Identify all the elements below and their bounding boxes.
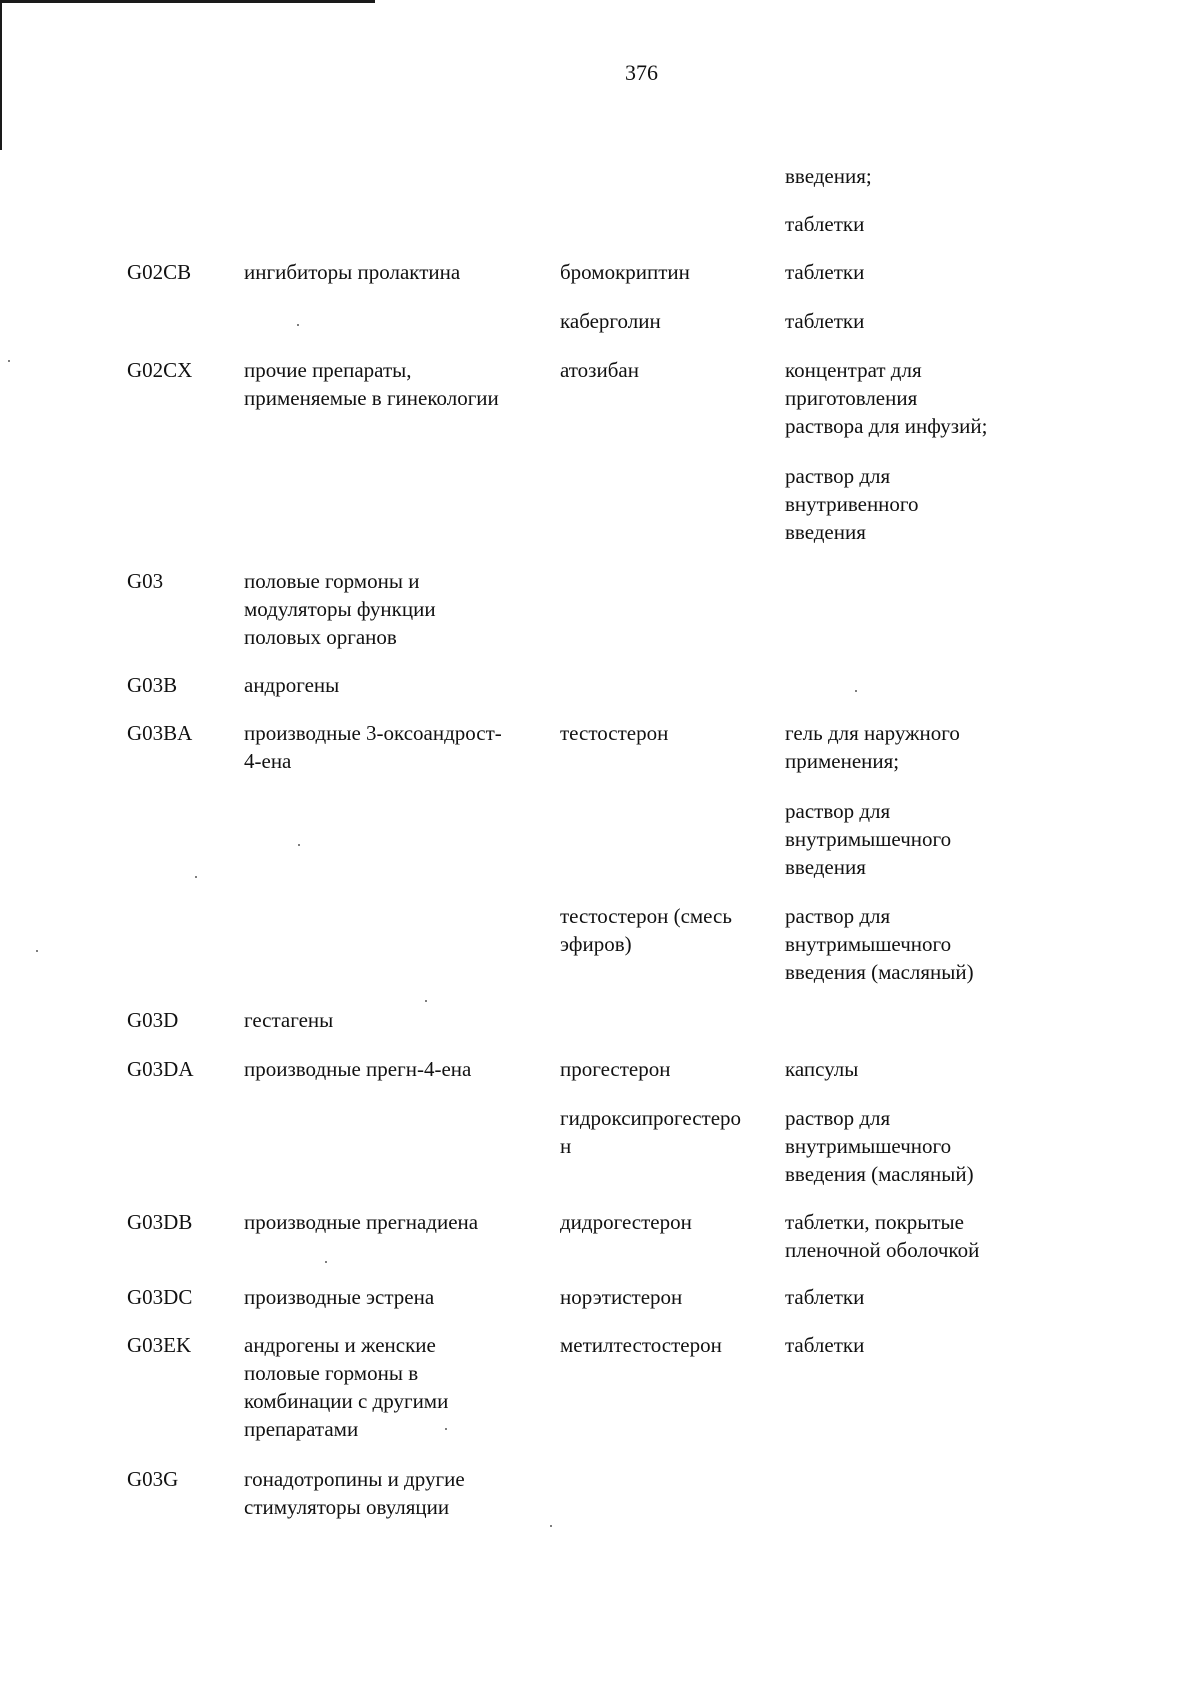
- dosage-form: таблетки: [785, 212, 865, 236]
- group-name: производные прегн-4-ена: [244, 1057, 472, 1081]
- drug-name: метилтестостерон: [560, 1333, 722, 1357]
- atc-code: G02CX: [127, 358, 193, 382]
- scan-speck: [550, 1525, 552, 1527]
- dosage-form: таблетки: [785, 260, 865, 284]
- atc-code: G03BA: [127, 721, 193, 745]
- dosage-form: таблетки, покрытые пленочной оболочкой: [785, 1210, 980, 1262]
- atc-code: G03EK: [127, 1333, 192, 1357]
- dosage-form: введения;: [785, 164, 872, 188]
- group-name: ингибиторы пролактина: [244, 260, 461, 284]
- dosage-form: концентрат для приготовления раствора для инфузий;: [785, 358, 988, 438]
- drug-name: норэтистерон: [560, 1285, 683, 1309]
- scan-speck: [325, 1261, 327, 1263]
- group-name: гестагены: [244, 1008, 334, 1032]
- atc-code: G03D: [127, 1008, 179, 1032]
- dosage-form: раствор для внутримышечного введения: [785, 799, 952, 879]
- drug-name: тестостерон (смесь эфиров): [560, 904, 732, 956]
- scan-speck: [425, 1000, 427, 1002]
- atc-code: G03DC: [127, 1285, 193, 1309]
- atc-code: G03DB: [127, 1210, 193, 1234]
- drug-name: атозибан: [560, 358, 639, 382]
- group-name: андрогены: [244, 673, 340, 697]
- dosage-form: раствор для внутривенного введения: [785, 464, 919, 544]
- dosage-form: капсулы: [785, 1057, 859, 1081]
- page-border-top: [0, 0, 375, 3]
- dosage-form: таблетки: [785, 309, 865, 333]
- scan-speck: [445, 1428, 447, 1430]
- atc-code: G03DA: [127, 1057, 194, 1081]
- dosage-form: таблетки: [785, 1285, 865, 1309]
- group-name: производные 3-оксоандрост- 4-ена: [244, 721, 502, 773]
- group-name: гонадотропины и другие стимуляторы овуляции: [244, 1467, 465, 1519]
- dosage-form: гель для наружного применения;: [785, 721, 960, 773]
- drug-name: прогестерон: [560, 1057, 671, 1081]
- drug-name: гидроксипрогестеро н: [560, 1106, 742, 1158]
- atc-code: G03: [127, 569, 164, 593]
- group-name: андрогены и женские половые гормоны в комбинации с другими препаратами: [244, 1333, 449, 1441]
- group-name: производные прегнадиена: [244, 1210, 479, 1234]
- scan-speck: [297, 324, 299, 326]
- drug-name: дидрогестерон: [560, 1210, 692, 1234]
- drug-name: тестостерон: [560, 721, 669, 745]
- dosage-form: раствор для внутримышечного введения (масляный): [785, 904, 974, 984]
- group-name: половые гормоны и модуляторы функции половых органов: [244, 569, 436, 649]
- atc-code: G03G: [127, 1467, 179, 1491]
- dosage-form: таблетки: [785, 1333, 865, 1357]
- page-number: 376: [625, 60, 658, 85]
- dosage-form: раствор для внутримышечного введения (масляный): [785, 1106, 974, 1186]
- scan-speck: [36, 950, 38, 952]
- scan-speck: [8, 360, 10, 362]
- atc-code: G02CB: [127, 260, 192, 284]
- drug-name: каберголин: [560, 309, 661, 333]
- group-name: производные эстрена: [244, 1285, 435, 1309]
- drug-name: бромокриптин: [560, 260, 690, 284]
- atc-code: G03B: [127, 673, 178, 697]
- group-name: прочие препараты, применяемые в гинекологии: [244, 358, 499, 410]
- scan-speck: [855, 690, 857, 692]
- scan-speck: [298, 844, 300, 846]
- scan-speck: [195, 876, 197, 878]
